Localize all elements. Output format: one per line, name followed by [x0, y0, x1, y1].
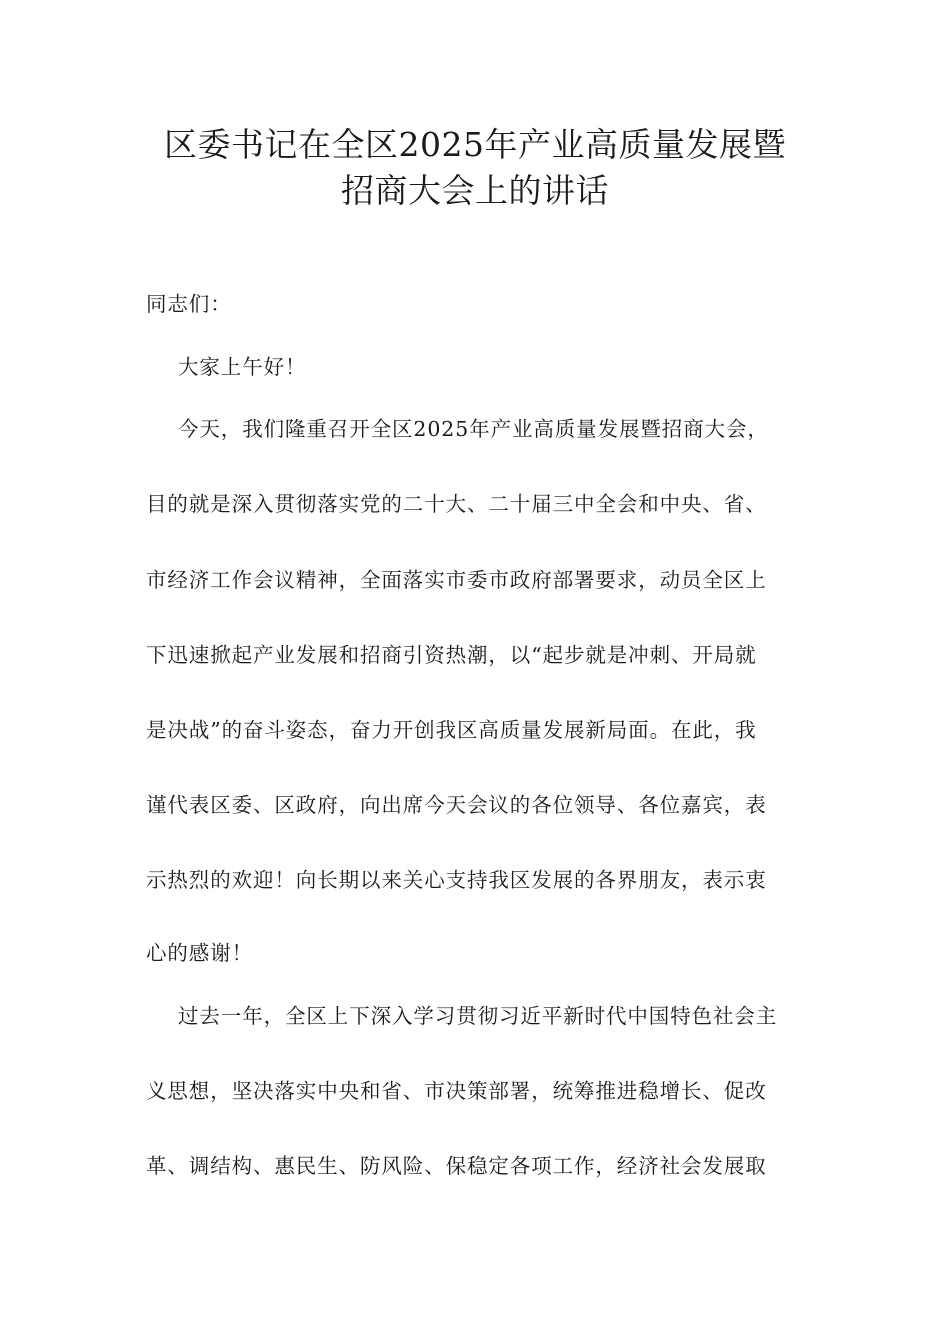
greeting: 大家上午好！ [178, 355, 307, 379]
paragraph-line: 下迅速掀起产业发展和招商引资热潮，以“起步就是冲刺、开局就 [146, 643, 757, 667]
document-title-line-1: 区委书记在全区2025年产业高质量发展暨 [164, 125, 786, 164]
paragraph-line: 市经济工作会议精神，全面落实市委市政府部署要求，动员全区上 [146, 568, 767, 592]
paragraph-line: 今天，我们隆重召开全区2025年产业高质量发展暨招商大会， [178, 417, 769, 441]
paragraph-line: 心的感谢！ [146, 941, 253, 965]
paragraph-line: 是决战”的奋斗姿态，奋力开创我区高质量发展新局面。在此，我 [146, 718, 757, 742]
paragraph-line: 目的就是深入贯彻落实党的二十大、二十届三中全会和中央、省、 [146, 492, 767, 516]
paragraph-line: 示热烈的欢迎！向长期以来关心支持我区发展的各界朋友，表示衷 [146, 868, 767, 892]
paragraph-line: 谨代表区委、区政府，向出席今天会议的各位领导、各位嘉宾，表 [146, 793, 767, 817]
salutation: 同志们： [146, 292, 232, 316]
document-title-line-2: 招商大会上的讲话 [341, 171, 609, 210]
paragraph-line: 义思想，坚决落实中央和省、市决策部署，统筹推进稳增长、促改 [146, 1079, 767, 1103]
paragraph-line: 过去一年，全区上下深入学习贯彻习近平新时代中国特色社会主 [178, 1004, 778, 1028]
paragraph-line: 革、调结构、惠民生、防风险、保稳定各项工作，经济社会发展取 [146, 1154, 767, 1178]
